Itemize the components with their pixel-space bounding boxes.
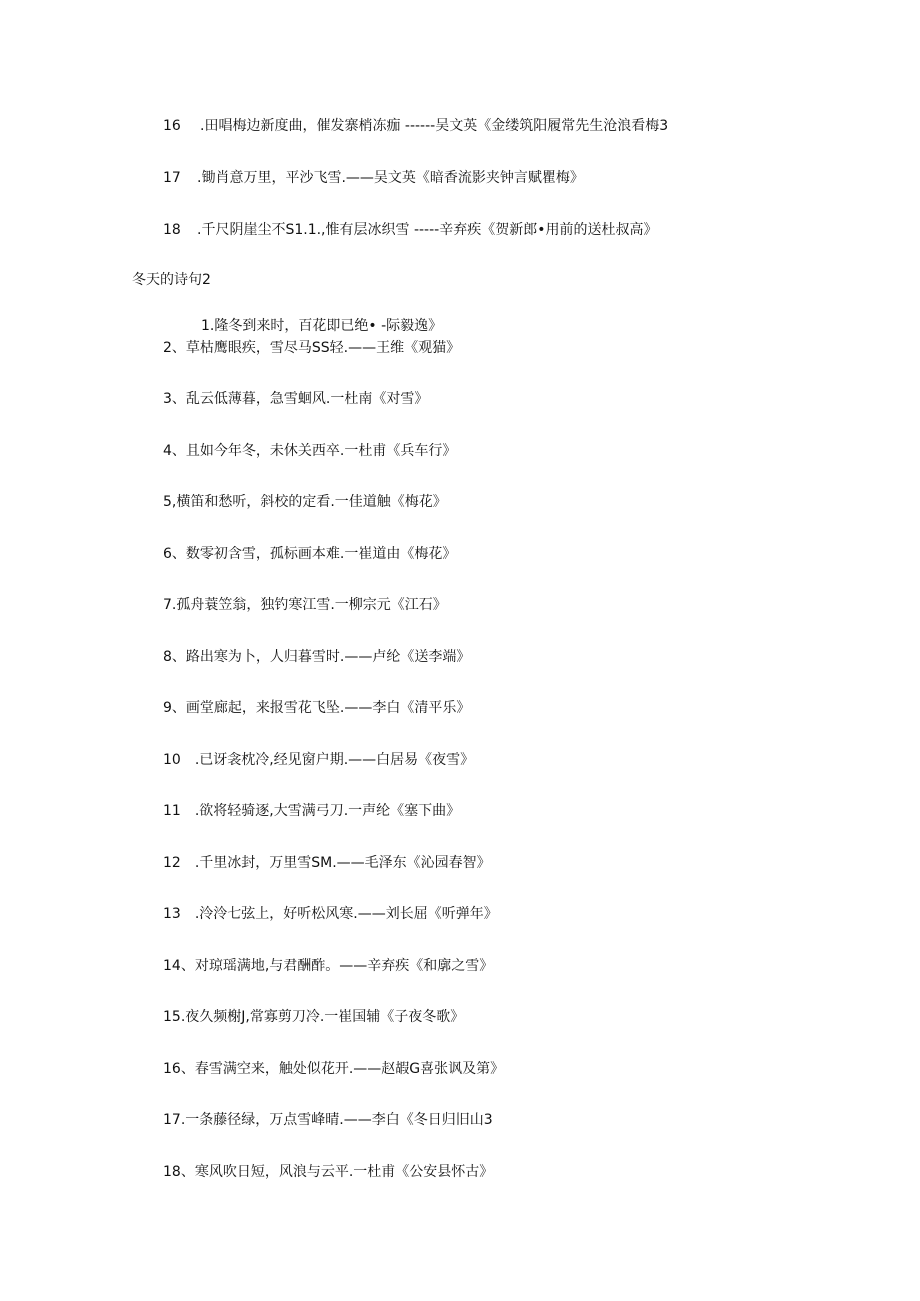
poem-line: 12 .千里冰封，万里雪SM.——毛泽东《沁园春智》 bbox=[163, 855, 491, 871]
poem-line: 11 .欲将轻骑逐,大雪满弓刀.一声纶《塞下曲》 bbox=[163, 803, 461, 819]
line-number: 18 bbox=[163, 222, 181, 238]
poem-line: 18、寒风吹日短，风浪与云平.一杜甫《公安县怀古》 bbox=[163, 1164, 494, 1180]
poem-line: 7.孤舟蓑笠翁，独钓寒江雪.一柳宗元《江石》 bbox=[163, 597, 447, 613]
poem-line: 4、且如今年冬，未休关西卒.一杜甫《兵车行》 bbox=[163, 443, 457, 459]
section-heading: 冬天的诗句2 bbox=[132, 272, 211, 288]
poem-line bbox=[163, 168, 584, 188]
poem-line: 14、对琼瑶满地,与君酬酢。——辛弃疾《和廓之雪》 bbox=[163, 958, 494, 974]
poem-line bbox=[163, 116, 668, 136]
line-text: .锄肖意万里，平沙飞雪.——吴文英《暗香流影夹钟言赋瞿梅》 bbox=[197, 170, 584, 186]
poem-line: 9、画堂廊起，来报雪花飞坠.——李白《清平乐》 bbox=[163, 700, 471, 716]
poem-line: 6、数零初含雪，孤标画本难.一崔道由《梅花》 bbox=[163, 546, 457, 562]
poem-line: 1.隆冬到来时，百花即已绝• -际毅逸》 bbox=[201, 318, 443, 334]
line-number: 17 bbox=[163, 170, 181, 186]
poem-line: 10 .已讶衾枕冷,经见窗户期.——白居易《夜雪》 bbox=[163, 752, 475, 768]
poem-line: 16、春雪满空来，触处似花开.——赵嘏G喜张讽及第》 bbox=[163, 1061, 505, 1077]
poem-line: 2、草枯鹰眼疾，雪尽马SS轻.——王维《观猫》 bbox=[163, 340, 461, 356]
poem-line: 3、乱云低薄暮，急雪蛔风.一杜南《对雪》 bbox=[163, 391, 429, 407]
line-number: 16 bbox=[163, 118, 181, 134]
line-text: .田唱梅边新度曲，催发寨梢冻痂 ------吴文英《金缕筑阳履常先生沧浪看梅3 bbox=[200, 118, 669, 134]
poem-line: 13 .泠泠七弦上，好听松风寒.——刘长屈《听弹年》 bbox=[163, 906, 498, 922]
poem-line: 15.夜久频榭J,常寡剪刀冷.一崔国辅《子夜冬歌》 bbox=[163, 1009, 465, 1025]
poem-line: 17.一条藤径绿，万点雪峰晴.——李白《冬日归旧山3 bbox=[163, 1112, 493, 1128]
poem-line: 5,横笛和愁听，斜校的定看.一佳道触《梅花》 bbox=[163, 494, 447, 510]
poem-line bbox=[163, 220, 657, 240]
poem-line: 8、路出寒为卜，人归暮雪时.——卢纶《送李端》 bbox=[163, 649, 471, 665]
line-text: .千尺阴崖尘不S1.1.,惟有层冰织雪 -----辛弃疾《贺新郎•用前的送杜叔高》 bbox=[197, 222, 658, 238]
